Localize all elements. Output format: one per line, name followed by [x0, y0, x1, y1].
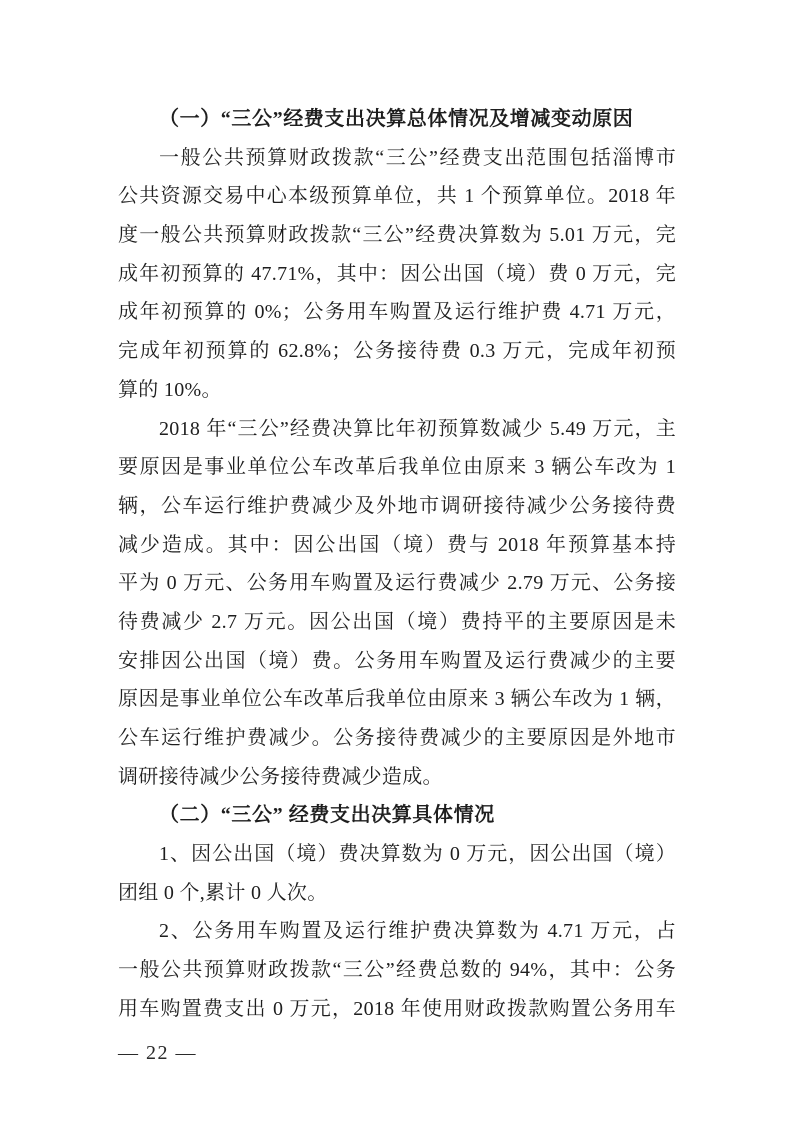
section-heading: （二）“三公” 经费支出决算具体情况: [159, 804, 495, 827]
text-line: 2、公务用车购置及运行维护费决算数为 4.71 万元，占: [159, 920, 676, 943]
text-line: 成年初预算的 47.71%，其中：因公出国（境）费 0 万元，完: [118, 262, 676, 285]
text-line: 度一般公共预算财政拨款“三公”经费决算数为 5.01 万元，完: [118, 224, 676, 247]
text-line: 成年初预算的 0%；公务用车购置及运行维护费 4.71 万元，: [118, 301, 676, 324]
section-heading: （一）“三公”经费支出决算总体情况及增减变动原因: [159, 108, 634, 130]
text-line: 安排因公出国（境）费。公务用车购置及运行费减少的主要: [118, 649, 676, 672]
page-number-marker: — 22 —: [118, 1042, 197, 1064]
text-line: 原因是事业单位公车改革后我单位由原来 3 辆公车改为 1 辆，: [118, 688, 676, 711]
text-line: 一般公共预算财政拨款“三公”经费支出范围包括淄博市: [159, 146, 676, 169]
text-line: 减少造成。其中：因公出国（境）费与 2018 年预算基本持: [118, 533, 676, 556]
text-line: 公车运行维护费减少。公务接待费减少的主要原因是外地市: [118, 727, 676, 749]
page-footer: [118, 1040, 197, 1066]
text-line: 算的 10%。: [118, 378, 222, 401]
text-line: 平为 0 万元、公务用车购置及运行费减少 2.79 万元、公务接: [118, 572, 676, 595]
text-line: 调研接待减少公务接待费减少造成。: [118, 765, 443, 788]
text-line: 完成年初预算的 62.8%；公务接待费 0.3 万元，完成年初预: [118, 340, 676, 363]
text-line: 公共资源交易中心本级预算单位，共 1 个预算单位。2018 年: [118, 185, 676, 208]
text-block: [118, 100, 676, 1029]
text-line: 辆，公车运行维护费减少及外地市调研接待减少公务接待费: [118, 494, 676, 517]
text-line: 2018 年“三公”经费决算比年初预算数减少 5.49 万元，主: [159, 417, 676, 440]
text-line: 一般公共预算财政拨款“三公”经费总数的 94%，其中：公务: [118, 959, 676, 982]
text-line: 待费减少 2.7 万元。因公出国（境）费持平的主要原因是未: [118, 610, 676, 633]
text-line: 1、因公出国（境）费决算数为 0 万元，因公出国（境）: [159, 843, 676, 866]
text-line: 用车购置费支出 0 万元，2018 年使用财政拨款购置公务用车: [118, 997, 676, 1020]
text-line: 要原因是事业单位公车改革后我单位由原来 3 辆公车改为 1: [118, 456, 676, 479]
text-line: 团组 0 个,累计 0 人次。: [118, 881, 328, 904]
